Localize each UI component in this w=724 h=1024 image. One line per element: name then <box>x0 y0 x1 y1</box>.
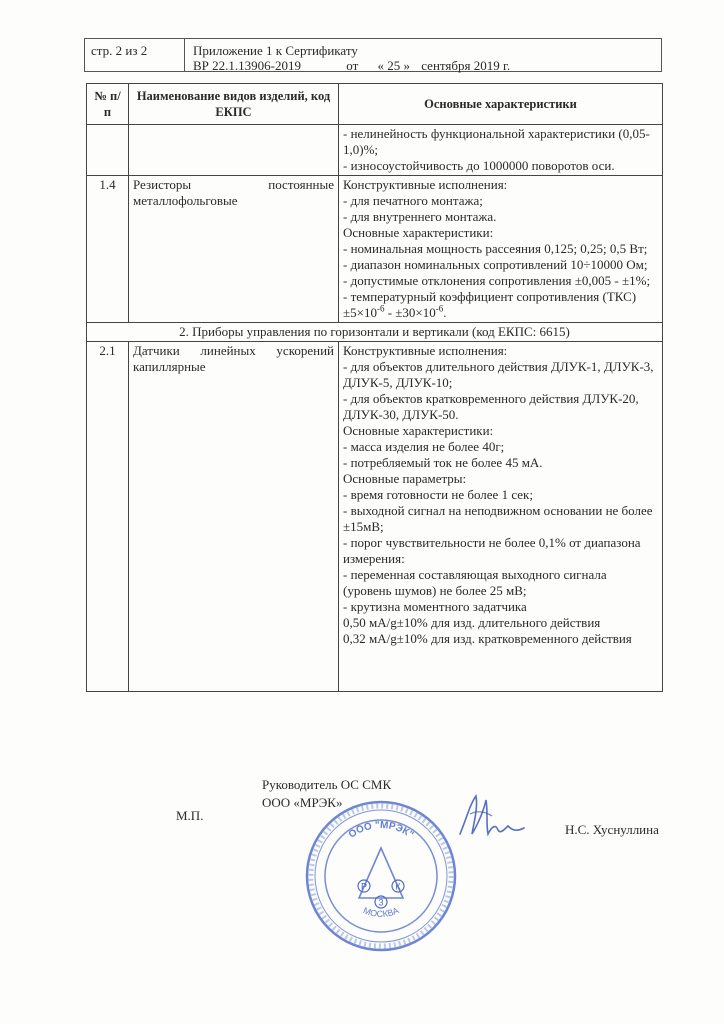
product-name: Датчики линейных ускорений капиллярные <box>129 342 339 692</box>
certificate-number: ВР 22.1.13906-2019 <box>193 58 301 73</box>
table-header-row <box>87 84 663 125</box>
official-stamp <box>303 798 459 954</box>
stamp-place-label: М.П. <box>176 808 204 823</box>
section-title: 2. Приборы управления по горизонтали и вертикали (код ЕКПС: 6615) <box>87 323 663 342</box>
product-name: Резисторы постоянные металлофольговые <box>129 176 339 323</box>
row-number: 2.1 <box>87 342 129 692</box>
signatory-org: ООО «МРЭК» <box>262 795 343 810</box>
row-number: 1.4 <box>87 176 129 323</box>
stamp-org-text: ООО "МРЭК" <box>346 819 416 841</box>
svg-text:Р: Р <box>360 881 368 892</box>
svg-text:К: К <box>395 881 401 892</box>
col-header-name: Наименование видов изделий, код ЕКПС <box>129 84 339 125</box>
continued-characteristics: - нелинейность функциональной характеристики (0,05-1,0)%; - износоустойчивость до 1000000 поворотов оси. <box>339 125 663 176</box>
handwritten-signature <box>452 790 532 846</box>
tks-line: - температурный коэффициент сопротивления $(ТКС) \pm 5\times 10^{-6} - \pm 30\times 10^{-6}$. <box>343 289 637 320</box>
svg-text:3: 3 <box>378 897 384 908</box>
signer-name: Н.С. Хуснуллина <box>565 822 659 837</box>
col-header-characteristics: Основные характеристики <box>339 84 663 125</box>
table-row-2-1 <box>87 342 663 692</box>
products-table <box>86 83 663 692</box>
appendix-title: Приложение 1 к Сертификату <box>193 43 358 58</box>
table-row-continued <box>87 125 663 176</box>
page-number: стр. 2 из 2 <box>85 39 185 71</box>
date-day: « 25 » <box>377 58 410 73</box>
col-header-num: № п/п <box>87 84 129 125</box>
section-row <box>87 323 663 342</box>
date-month: сентября 2019 г. <box>421 58 511 73</box>
svg-text:ООО "МРЭК" <box>347 820 416 841</box>
signatory-position: Руководитель ОС СМК <box>262 777 392 792</box>
date-from: от <box>346 58 359 73</box>
product-characteristics: Конструктивные исполнения: - для печатного монтажа; - для внутреннего монтажа. Основные характеристики: - номинальная мощность рассеяния 0,125; 0,25; 0,5 Вт; - диапазон номинальных сопротивлений 10÷10000 Ом; - допустимые отклонения сопротивления ±0,005 - ±1%; - температурный коэффициент сопротивления $(ТКС) \pm 5\times 10^{-6} - \pm 30\times 10^{-6}$. <box>339 176 663 323</box>
table-row-1-4 <box>87 176 663 323</box>
stamp-city-text: МОСКВА <box>361 905 401 920</box>
product-characteristics: Конструктивные исполнения: - для объектов длительного действия ДЛУК-1, ДЛУК-3, ДЛУК-5, ДЛУК-10; - для объектов кратковременного действия ДЛУК-20, ДЛУК-30, ДЛУК-50. Основные характеристики: - масса изделия не более 40г; - потребляемый ток не более 45 мА. Основные параметры: - время готовности не более 1 сек; - выходной сигнал на неподвижном основании не более ±15мВ; - порог чувствительности не более 0,1% от диапазона измерения: - переменная составляющая выходного сигнала (уровень шумов) не более 25 мВ; - крутизна моментного задатчика 0,50 мА/g±10% для изд. длительного действия 0,32 мА/g±10% для изд. кратковременного действия <box>339 342 663 692</box>
certificate-reference <box>185 39 661 71</box>
document-header <box>84 38 662 72</box>
